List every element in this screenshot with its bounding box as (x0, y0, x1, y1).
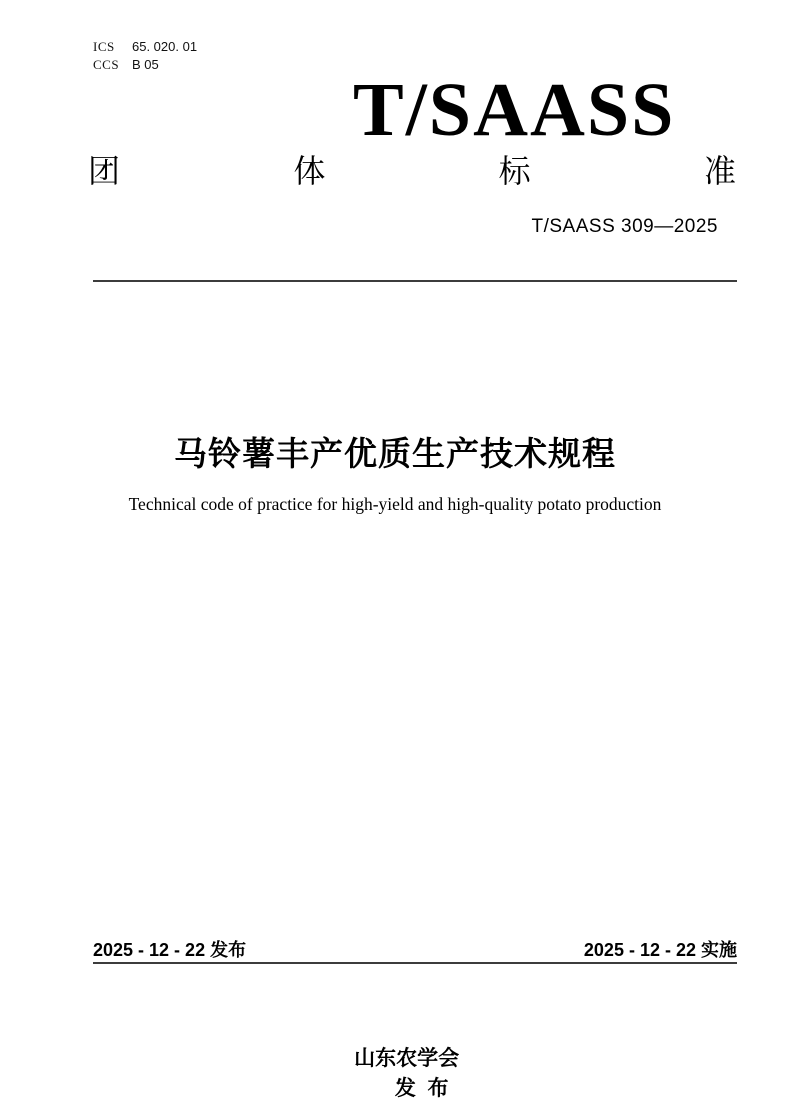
standard-type-char: 准 (703, 153, 736, 189)
ics-label: ICS (93, 39, 115, 54)
standard-type-title (88, 150, 736, 192)
header-divider-line (93, 280, 737, 282)
dates-row (93, 936, 737, 962)
ics-code-row (93, 38, 197, 56)
standard-type-char: 团 (88, 153, 121, 189)
issue-date: 2025 - 12 - 22 发布 (93, 940, 247, 960)
implementation-date: 2025 - 12 - 22 实施 (583, 940, 737, 960)
document-title-english: Technical code of practice for high-yield and high-quality potato production (128, 494, 662, 514)
classification-codes (93, 38, 197, 74)
ccs-code-row (93, 56, 197, 74)
standard-body-logo: T/SAASS (353, 68, 676, 152)
publisher-action-label: 发 布 (394, 1077, 449, 1100)
publisher-name: 山东农学会 (354, 1047, 460, 1070)
ccs-code: B 05 (132, 57, 159, 72)
footer-divider-line (93, 962, 737, 964)
ics-code: 65. 020. 01 (132, 39, 198, 54)
standard-number: T/SAASS 309—2025 (531, 216, 718, 237)
publisher-row (0, 1018, 790, 1116)
standard-type-char: 体 (293, 153, 326, 189)
ccs-label: CCS (93, 57, 120, 72)
standard-type-char: 标 (498, 153, 531, 189)
document-title-chinese: 马铃薯丰产优质生产技术规程 (174, 435, 616, 472)
